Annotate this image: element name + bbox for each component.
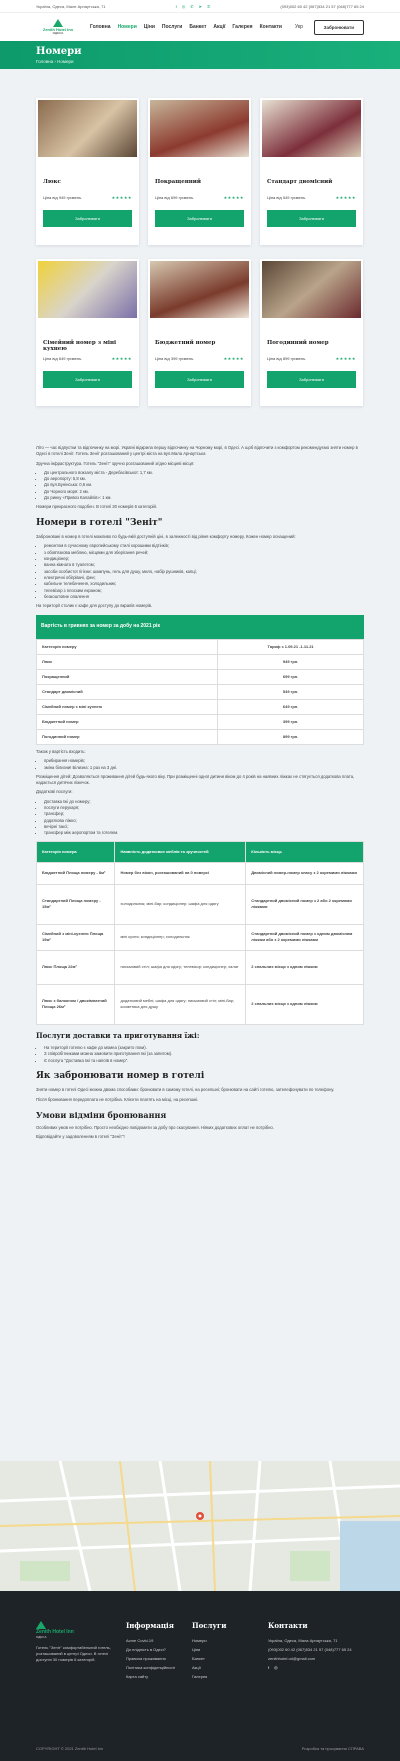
table-cell: Люкс <box>37 654 218 669</box>
instagram-icon[interactable]: ◎ <box>274 1665 278 1670</box>
equip-list <box>44 543 364 600</box>
nav-item-promos[interactable]: Акції <box>213 24 226 30</box>
room-name[interactable]: Покращенний <box>155 179 201 185</box>
room-book-button[interactable]: Забронювати <box>155 371 244 388</box>
list-item: • послуги перукаря; <box>44 805 364 811</box>
table-row <box>37 669 364 684</box>
instagram-icon[interactable]: ◎ <box>181 3 186 9</box>
list-item: • ремонтом в сучасному європейському стилі хорошими відтінків; <box>44 543 364 549</box>
table-cell: міні кухня; кондиціонер; холодильник <box>115 924 246 950</box>
table-cell: письмовий стіл; шафа для одягу; телевізор; кондиціонер; халат <box>115 950 246 984</box>
list-item: • вечірні таксі; <box>44 824 364 830</box>
list-item: • До Чорного моря: 2 км. <box>44 489 364 495</box>
book-button[interactable]: Забронювати <box>314 20 364 35</box>
booking-note: Після бронювання передоплата не потрібна. Клієнти платять на місці, на ресепшні. <box>36 1096 199 1102</box>
footer-link[interactable]: Правила проживання <box>126 1656 166 1661</box>
table-cell: 899 грн. <box>218 729 364 744</box>
table-header-cell: Тариф з 1.09.21 -1.11.21 <box>218 639 364 654</box>
rating-stars-icon: ★★★★★ <box>223 356 244 361</box>
services-title: Додаткові послуги: <box>36 789 73 795</box>
viber-icon[interactable]: ✆ <box>190 3 194 9</box>
list-item: • До ринку «Привоз Калайлів»: 1 км. <box>44 495 364 501</box>
table-cell: Погодинний номер <box>37 729 218 744</box>
room-card <box>36 259 139 406</box>
list-item: • Доставка їжі до номеру; <box>44 799 364 805</box>
list-item: • До центрального вокзалу міста - Деребасівської: 1,7 км. <box>44 470 364 476</box>
room-card <box>260 98 363 245</box>
list-item: • кондиціонер; <box>44 556 364 562</box>
table-cell: 549 грн. <box>218 684 364 699</box>
extra-text: Розміщення дітей: Дозволяється проживання дітей будь-якого віку. При розміщенні одної дитини віком до 4 років на наявних ліжках не стягується додаткова плата, надається дитячих ліжечок. <box>36 773 355 786</box>
infra-note: Номери прекрасного подобен. В готелі 30 номерів 6 категорій. <box>36 504 157 510</box>
nav-item-rooms[interactable]: Номери <box>117 24 137 30</box>
infra-list <box>44 470 364 501</box>
also-title: Також у вартість входить: <box>36 748 86 754</box>
table-header-cell: Категорія номера <box>37 841 115 862</box>
room-card <box>148 98 251 245</box>
footer-link[interactable]: Галерея <box>192 1674 208 1679</box>
location-map[interactable] <box>0 1461 400 1591</box>
rating-stars-icon: ★★★★★ <box>335 356 356 361</box>
nav-item-gallery[interactable]: Галерея <box>232 24 253 30</box>
room-name[interactable]: Сімейний номер з міні кухнею <box>43 340 117 352</box>
delivery-heading: Послуги доставки та приготування їжі: <box>36 1030 200 1040</box>
footer-link[interactable]: Акції <box>192 1665 201 1670</box>
list-item: • зміна білизни! Білизна: 1 раз на 3 дні. <box>44 765 364 771</box>
room-photo[interactable] <box>150 261 249 318</box>
footer-contacts-title: Контакти <box>268 1621 308 1630</box>
room-price: Ціна від 399 гривень. <box>155 356 195 361</box>
table-row <box>37 984 364 1024</box>
map-pin-icon[interactable] <box>196 1512 204 1520</box>
room-book-button[interactable]: Забронювати <box>267 210 356 227</box>
room-card <box>148 259 251 406</box>
table-header-cell: Наявність додаткових меблів та зручностей <box>115 841 246 862</box>
list-item: • кабельне телебачення, холодильник; <box>44 581 364 587</box>
room-price: Ціна від 549 гривень. <box>267 195 307 200</box>
developer-credit[interactable]: Розробка та просування СПРАВА <box>301 1746 364 1751</box>
table-cell: 399 грн. <box>218 714 364 729</box>
rating-stars-icon: ★★★★★ <box>111 195 132 200</box>
room-book-button[interactable]: Забронювати <box>267 371 356 388</box>
list-item: • телевізор з плоским екраном; <box>44 588 364 594</box>
footer-contacts <box>268 1621 368 1674</box>
list-item: • додаткова ліжко; <box>44 818 364 824</box>
footer-link[interactable]: Банкет <box>192 1656 205 1661</box>
services-list <box>44 799 364 837</box>
footer-social <box>268 1665 368 1670</box>
nav-item-services[interactable]: Послуги <box>161 24 183 30</box>
category-table <box>36 841 364 1025</box>
room-price: Ціна від 699 гривень. <box>155 195 195 200</box>
table-cell: 699 грн. <box>218 669 364 684</box>
price-table <box>36 639 364 745</box>
logo-mark-icon <box>36 1621 46 1629</box>
list-item: • електричні обігрівачі, фен; <box>44 575 364 581</box>
table-cell: Стандартний двомісний номер з 2 або 2 окремими ліжками <box>246 884 364 924</box>
table-cell: Люкс з балконом / двокімнатний Площа 26м² <box>37 984 115 1024</box>
list-item: • До вул.Бунінська: 0,6 км. <box>44 482 364 488</box>
footer-link[interactable]: Ціни <box>192 1647 201 1652</box>
booking-heading: Як забронювати номер в готелі <box>36 1070 205 1081</box>
room-price: Ціна від 899 гривень. <box>267 356 307 361</box>
list-item: • На території готелю є кафе до момеа (закрито поки). <box>44 1045 364 1051</box>
footer-link[interactable]: Політика конфіденційності <box>126 1665 176 1670</box>
rating-stars-icon: ★★★★★ <box>223 195 244 200</box>
cancel-text-2: Відповідайте у задоволенням в готелі "Зеніт"! <box>36 1134 125 1140</box>
table-cell: Стандартний двомісний номер з одним двомісним ліжком або з 2 окремими ліжками <box>246 924 364 950</box>
footer-logo[interactable]: Zenith Hotel Inn ОДЕСА <box>36 1621 80 1639</box>
infra-title: Зручна інфраструктура. Готель "Зеніт" зручно розташований згідно місцеві місця: <box>36 460 195 466</box>
table-row <box>37 639 364 654</box>
table-cell: Люкс Площа 22м² <box>37 950 115 984</box>
room-card <box>36 98 139 245</box>
facebook-icon[interactable]: f <box>175 3 177 9</box>
footer-link[interactable]: До плідність в Одесі? <box>126 1647 166 1652</box>
copyright-bar <box>36 1746 364 1751</box>
footer-services-title: Послуги <box>192 1621 227 1630</box>
whatsapp-icon[interactable]: ✆ <box>206 3 211 9</box>
map-canvas[interactable] <box>0 1461 400 1591</box>
lang-switch[interactable]: Укр <box>294 24 303 30</box>
room-photo[interactable] <box>38 261 137 318</box>
table-row <box>37 684 364 699</box>
logo[interactable]: Zenith Hotel Inn ОДЕСА <box>36 19 80 36</box>
table-header-cell: Кількість місць <box>246 841 364 862</box>
table-cell: 2 спальних місця з одним ліжком <box>246 984 364 1024</box>
delivery-list <box>44 1045 364 1064</box>
table-cell: 649 грн. <box>218 699 364 714</box>
list-item: • трансфер; <box>44 811 364 817</box>
logo-mark-icon <box>53 19 63 27</box>
also-list <box>44 758 364 771</box>
footer-info <box>126 1621 196 1683</box>
list-item: • прибирання номерів; <box>44 758 364 764</box>
table-cell: Стандартний Площа номеру - 15м² <box>37 884 115 924</box>
social-icons <box>176 4 211 9</box>
table-row <box>37 841 364 862</box>
room-card <box>260 259 363 406</box>
room-name[interactable]: Стандарт двомісний <box>267 179 333 185</box>
table-cell: Стандарт двомісний <box>37 684 218 699</box>
page-title: Номери <box>36 46 82 57</box>
room-photo[interactable] <box>262 261 361 318</box>
table-cell: Сімейний номер з міні кухнею <box>37 699 218 714</box>
footer-services <box>192 1621 252 1683</box>
footer-about <box>36 1621 116 1667</box>
footer-info-title: Інформація <box>126 1621 174 1630</box>
room-name[interactable]: Бюджетний номер <box>155 340 216 346</box>
footer-address: Україна, Одеса, Мала Арнаутська, 71 <box>268 1638 338 1643</box>
footer-link[interactable]: Номери <box>192 1638 207 1643</box>
table-cell: Бюджетний номер <box>37 714 218 729</box>
table-cell: додатковий меблі; шафа для одягу; письмовий стіл; міні-бар; косметика для душу <box>115 984 246 1024</box>
nav-item-banquet[interactable]: Банкет <box>189 24 207 30</box>
table-row <box>37 884 364 924</box>
table-cell: холодильник; міні-бар; кондиціонер; шафа для одягу <box>115 884 246 924</box>
page-hero <box>0 41 400 69</box>
table-row <box>37 950 364 984</box>
copyright: COPYRIGHT © 2021 Zenith Hotel Inn <box>36 1746 104 1751</box>
table-row <box>37 699 364 714</box>
nav-item-contacts[interactable]: Контакти <box>259 24 282 30</box>
main-content <box>36 445 364 1144</box>
room-book-button[interactable]: Забронювати <box>43 210 132 227</box>
room-book-button[interactable]: Забронювати <box>155 210 244 227</box>
rooms-note: На території столик є кафе для доступу до вкрапів номерів. <box>36 603 153 609</box>
rating-stars-icon: ★★★★★ <box>335 195 356 200</box>
room-photo[interactable] <box>38 100 137 157</box>
breadcrumb[interactable]: Головна › Номери <box>36 59 74 64</box>
table-cell: Бюджетний Площа номеру - 8м² <box>37 862 115 884</box>
rooms-grid <box>36 98 364 406</box>
table-cell: 949 грн. <box>218 654 364 669</box>
table-row <box>37 729 364 744</box>
top-bar <box>0 0 400 13</box>
list-item: • Є послуга "Доставка їжі та напоїв в номер". <box>44 1058 364 1064</box>
table-cell: Покращенний <box>37 669 218 684</box>
cancel-heading: Умови відміни бронювання <box>36 1109 167 1120</box>
room-photo[interactable] <box>262 100 361 157</box>
list-item: • ванна кімната в туалетом; <box>44 562 364 568</box>
intro-text: Літо — час відпустки та відпочинку на морі. Україні відкрила першу відпочинку на Чорному морі, в Одесі. А щоб відпочити з комфортом рекомендуємо зняти номер в Одесі в готелі Зеніт. Готель Зеніт розташований у центрі міста на вул.Мала Арнаутська <box>36 445 358 457</box>
list-item: • До аеропорту: 5,8 км. <box>44 476 364 482</box>
table-row <box>37 654 364 669</box>
price-table-title: Вартість в гривнях за номер за добу на 2021 рік <box>36 615 364 639</box>
cancel-text: Особливих умов не потрібно. Просто необхідно повідомити за добу про скасування. Ніяких додаткових оплат не потрібно. <box>36 1124 274 1130</box>
room-name[interactable]: Люкс <box>43 179 61 185</box>
list-item: • з обов'язкова меблею, місцями для зберігання речей; <box>44 550 364 556</box>
table-cell: Сімейний з міні-кухнею Площа 19м² <box>37 924 115 950</box>
nav-menu <box>90 24 303 30</box>
nav-item-prices[interactable]: Ціни <box>143 24 155 30</box>
footer-email[interactable]: zenithhotel.od@gmail.com <box>268 1656 316 1661</box>
table-row <box>37 862 364 884</box>
room-price: Ціна від 649 гривень. <box>43 356 83 361</box>
rooms-heading: Номери в готелі "Зеніт" <box>36 517 163 528</box>
room-book-button[interactable]: Забронювати <box>43 371 132 388</box>
table-header-cell: Категорія номеру <box>37 639 218 654</box>
table-row <box>37 924 364 950</box>
room-photo[interactable] <box>150 100 249 157</box>
rooms-text: Заброновані в номер в готелі можливо по будь-якій доступній ціні, в залежності від рівня комфорту номеру. Кожен номер оснащений: <box>36 534 296 540</box>
rating-stars-icon: ★★★★★ <box>111 356 132 361</box>
list-item: • З співробітниками можна замовити приготування їжі (за запитом). <box>44 1051 364 1057</box>
room-name[interactable]: Погодинний номер <box>267 340 329 346</box>
booking-text: Зняти номер в готелі Одесі можна двома способами: бронювати в самому готелі, на ресепшні; бронювати на сайті готелю, зателефонувати по телефону. <box>36 1087 335 1093</box>
telegram-icon[interactable]: ➤ <box>198 3 202 9</box>
table-cell: Двомісний номер-номер класу з 2 окремими ліжками <box>246 862 364 884</box>
main-nav <box>0 13 400 41</box>
footer-phones[interactable]: (093)002 60 42 (067)534 21 57 (048)777 65 24 <box>268 1647 352 1652</box>
footer <box>0 1591 400 1761</box>
top-phones[interactable]: (093)002 60 42 (067)534 21 57 (048)777 65 24 <box>280 3 364 9</box>
table-row <box>37 714 364 729</box>
nav-item-home[interactable]: Головна <box>90 24 111 30</box>
list-item: • безкоштовне опалення <box>44 594 364 600</box>
table-cell: Номер без вікон, розташований на 0 поверсі <box>115 862 246 884</box>
footer-link[interactable]: Карта сайту <box>126 1674 149 1679</box>
room-price: Ціна від 949 гривень. <box>43 195 83 200</box>
footer-about-text: Готель "Зеніт" комфортабельний готель, розташований в центрі Одеси. В готелі доступні 30 номерів 6 категорій. <box>36 1644 111 1662</box>
list-item: • засоби особистої гігієни: шампунь, гель для душу, мило, набір рушників, капці; <box>44 569 364 575</box>
top-address: Україна, Одеса, Мале Арнаутська, 71 <box>36 3 106 9</box>
list-item: • трансфер між аеропортом та готелем. <box>44 830 364 836</box>
table-cell: 2 спальних місця з одним ліжком <box>246 950 364 984</box>
facebook-icon[interactable]: f <box>268 1665 270 1670</box>
footer-link[interactable]: Acme Covid-19 <box>126 1638 154 1643</box>
